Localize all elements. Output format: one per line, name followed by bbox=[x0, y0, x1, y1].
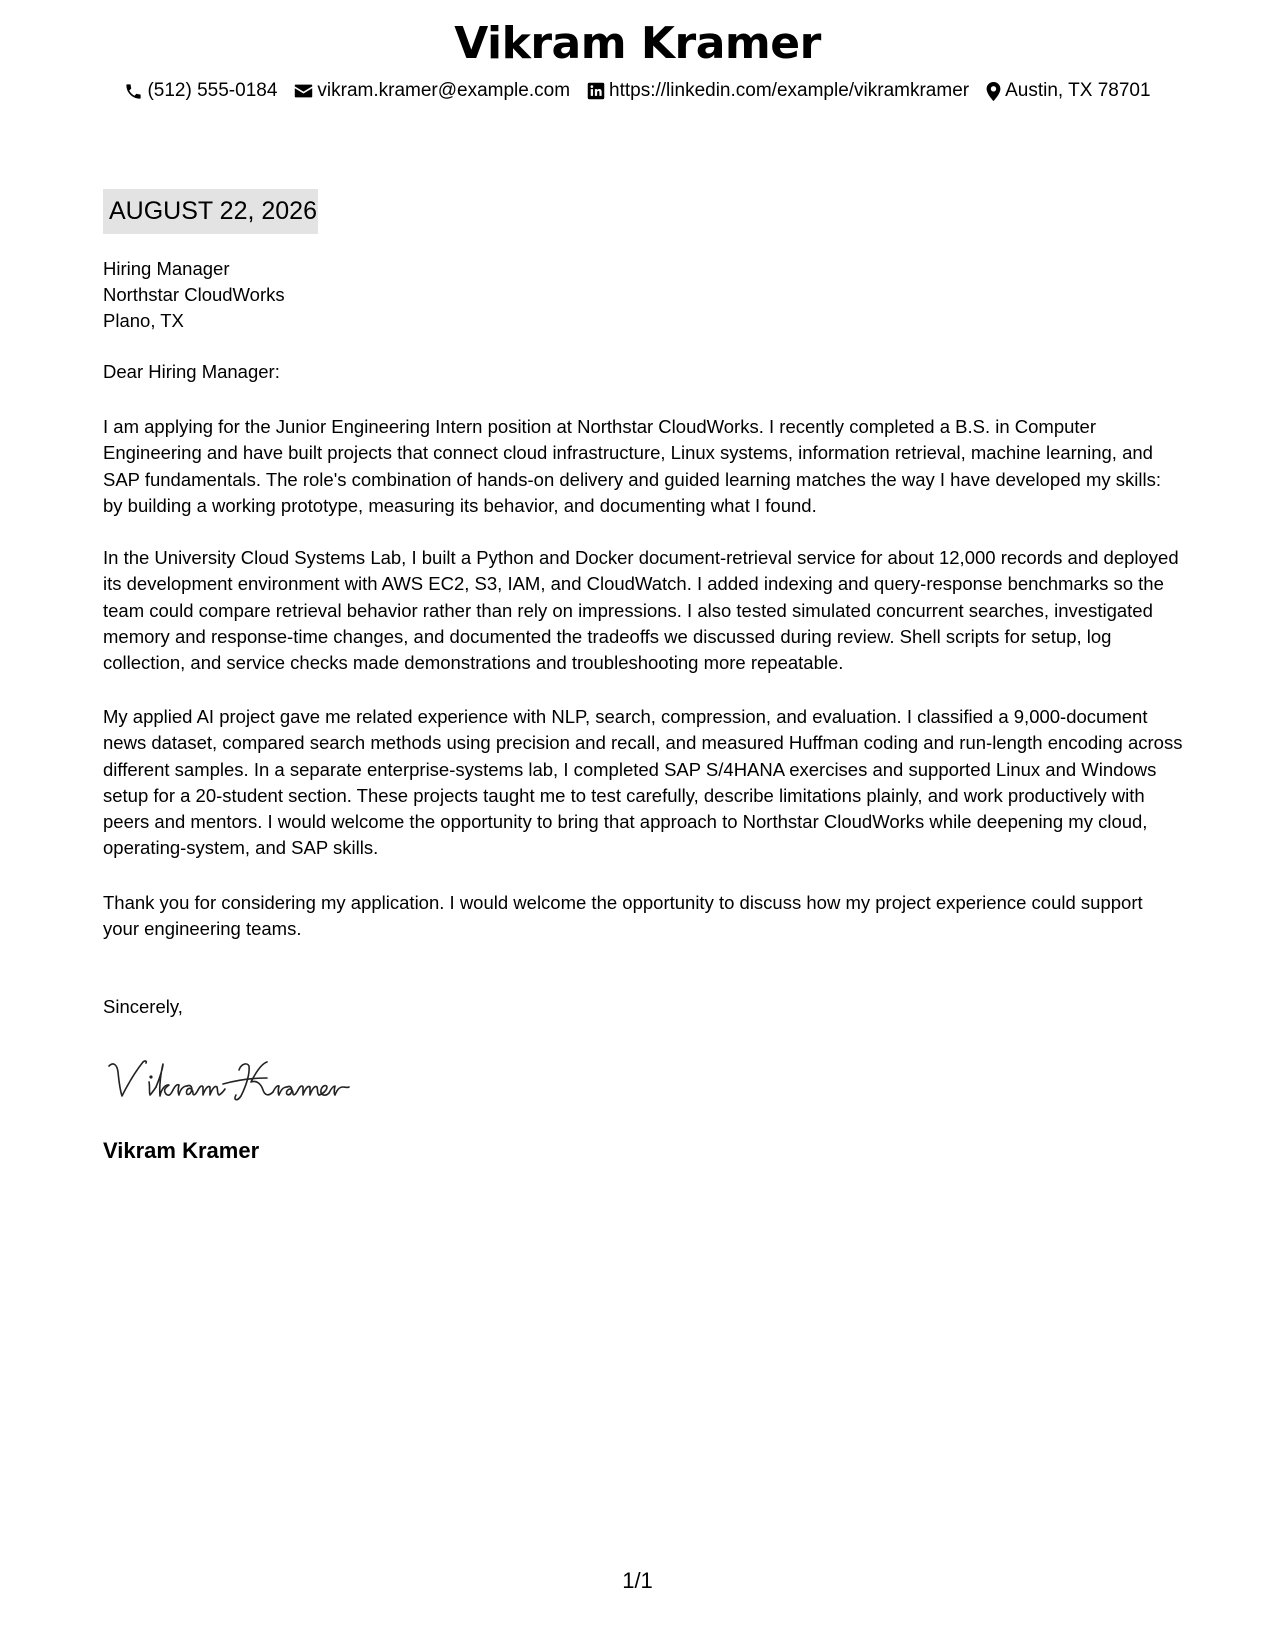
salutation: Dear Hiring Manager: bbox=[103, 361, 280, 382]
map-pin-icon bbox=[986, 82, 1001, 101]
email-address[interactable]: vikram.kramer@example.com bbox=[317, 80, 571, 101]
recipient-location: Plano, TX bbox=[103, 310, 184, 331]
closing-phrase: Sincerely, bbox=[103, 996, 183, 1017]
page-number: 1/1 bbox=[622, 1568, 653, 1593]
linkedin-icon bbox=[587, 82, 605, 100]
contact-linkedin bbox=[587, 80, 969, 102]
letter-date: AUGUST 22, 2026 bbox=[103, 189, 318, 234]
handwritten-signature bbox=[103, 1052, 363, 1113]
body-paragraph-2: In the University Cloud Systems Lab, I built a Python and Docker document-retrieval service for about 12,000 records and deployed its development environment with AWS EC2, S3, IAM, and CloudWatch. I added indexing and query-response benchmarks so the team could compare retrieval behavior rather than rely on impressions. I also tested simulated concurrent searches, investigated memory and response-time changes, and documented the tradeoffs we discussed during review. Shell scripts for setup, log collection, and service checks made demonstrations and troubleshooting more repeatable. bbox=[103, 547, 1179, 674]
recipient-company: Northstar CloudWorks bbox=[103, 284, 285, 305]
recipient-block bbox=[103, 256, 285, 334]
contact-location bbox=[986, 80, 1150, 102]
recipient-title: Hiring Manager bbox=[103, 258, 230, 279]
phone-number: (512) 555-0184 bbox=[147, 80, 278, 101]
location-text: Austin, TX 78701 bbox=[1005, 80, 1151, 101]
phone-icon bbox=[124, 82, 143, 101]
signer-name: Vikram Kramer bbox=[103, 1138, 260, 1163]
body-paragraph-1: I am applying for the Junior Engineering Intern position at Northstar CloudWorks. I recently completed a B.S. in Computer Engineering and have built projects that connect cloud infrastructure, Linux systems, information retrieval, machine learning, and SAP fundamentals. The role's combination of hands-on delivery and guided learning matches the way I have developed my skills: by building a working prototype, measuring its behavior, and documenting what I found. bbox=[103, 416, 1161, 516]
body-paragraph-4: Thank you for considering my application. I would welcome the opportunity to discuss how my project experience could support your engineering teams. bbox=[103, 892, 1143, 940]
contact-phone bbox=[124, 80, 277, 102]
applicant-name-heading: Vikram Kramer bbox=[454, 18, 821, 69]
linkedin-url[interactable]: https://linkedin.com/example/vikramkramer bbox=[609, 80, 970, 101]
envelope-icon bbox=[294, 83, 313, 99]
contact-email bbox=[294, 80, 570, 102]
body-paragraph-3: My applied AI project gave me related experience with NLP, search, compression, and evaluation. I classified a 9,000-document news dataset, compared search methods using precision and recall, and measured Huffman coding and run-length encoding across different samples. In a separate enterprise-systems lab, I completed SAP S/4HANA exercises and supported Linux and Windows setup for a 20-student section. These projects taught me to test carefully, describe limitations plainly, and work productively with peers and mentors. I would welcome the opportunity to bring that approach to Northstar CloudWorks while deepening my cloud, operating-system, and SAP skills. bbox=[103, 706, 1183, 859]
contact-info-row bbox=[0, 80, 1275, 102]
